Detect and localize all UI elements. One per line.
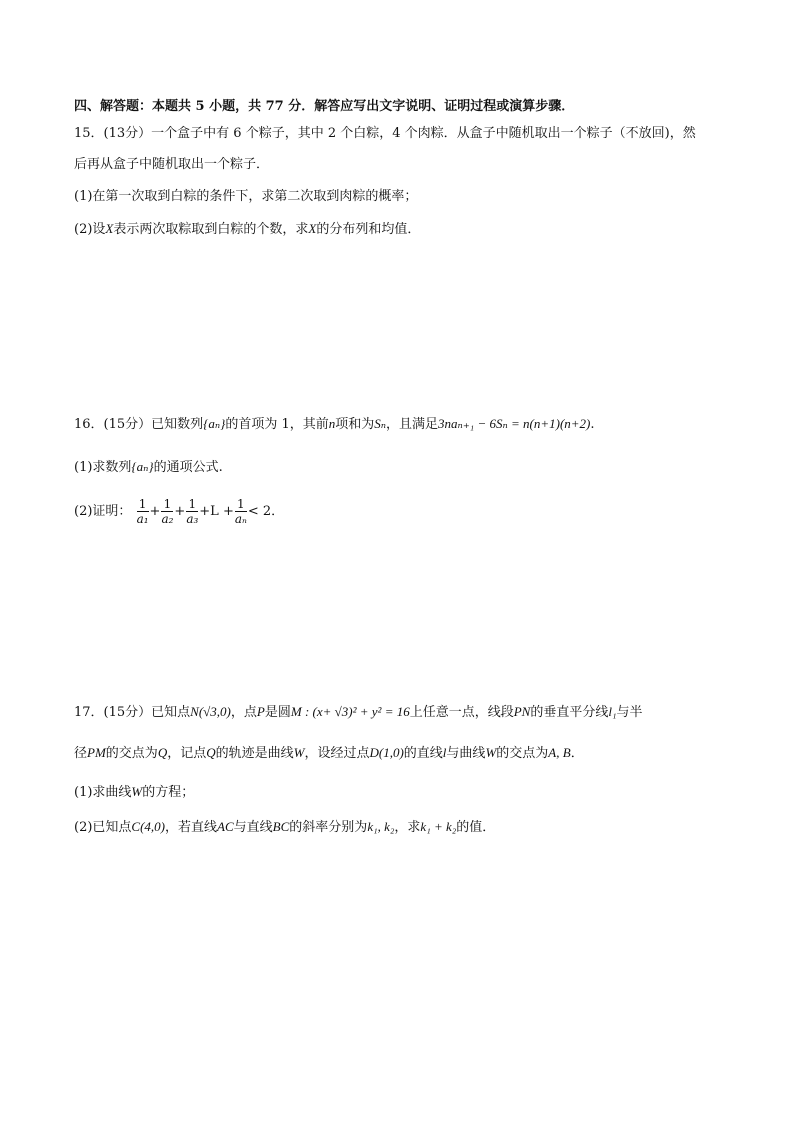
circle-equation: M : (x+ √3)² + y² = 16	[290, 704, 410, 719]
sequence-an: {aₙ}	[203, 416, 226, 431]
sum-sn: Sₙ	[374, 416, 387, 431]
point-d: D(1,0)	[369, 745, 404, 760]
q15-part2: (2)设X表示两次取粽取到白粽的个数，求X的分布列和均值．	[74, 221, 421, 237]
q17-line2: 径PM的交点为Q，记点Q的轨迹是曲线W，设经过点D(1,0)的直线l与曲线W的交点为A, B．	[74, 745, 584, 761]
fraction-1-a3: $\frac{1}{\text{a₃}}$	[186, 497, 199, 526]
q16-intro: 16．(15分）已知数列{aₙ}的首项为 1，其前n项和为Sₙ，且满足3naₙ₊₁ − 6Sₙ = n(n+1)(n+2).	[74, 416, 595, 432]
q15-line2: 后再从盒子中随机取出一个粽子．	[74, 157, 270, 172]
fraction-1-a1: $\frac{1}{\text{a₁}}$	[136, 497, 149, 526]
q17-part2: (2)已知点C(4,0)，若直线AC与直线BC的斜率分别为k₁, k₂，求k₁ + k₂的值．	[74, 819, 496, 835]
recurrence-formula: 3naₙ₊₁ − 6Sₙ = n(n+1)(n+2)	[438, 416, 591, 431]
var-x: X	[308, 221, 317, 236]
q16-part2: (2)证明： $\frac{1}{\text{a₁}}$ + $\frac{1}{\text{a₂}}$ + $\frac{1}{\text{a₃}}$ +L + $\frac{1}{\text{aₙ}}$ < 2．	[74, 497, 285, 526]
q17-intro: 17．(15分）已知点N(√3,0)，点P是圆M : (x+ √3)² + y² = 16上任意一点，线段PN的垂直平分线l₁与半	[74, 704, 643, 720]
fraction-1-an: $\frac{1}{\text{aₙ}}$	[234, 497, 247, 526]
section-header: 四、解答题：本题共 5 小题，共 77 分．解答应写出文字说明、证明过程或演算步骤．	[74, 99, 575, 114]
q15-line1: 15．(13分）一个盒子中有 6 个粽子，其中 2 个白粽，4 个肉粽．从盒子中随机取出一个粽子（不放回)，然	[74, 126, 696, 141]
q17-part1: (1)求曲线W的方程；	[74, 784, 195, 800]
var-x: X	[105, 221, 114, 236]
point-n: N(√3,0)	[190, 704, 231, 719]
point-c: C(4,0)	[131, 819, 166, 834]
q15-part1: (1)在第一次取到白粽的条件下，求第二次取到肉粽的概率；	[74, 189, 418, 204]
q16-part1: (1)求数列{aₙ}的通项公式.	[74, 459, 223, 475]
sequence-an: {aₙ}	[131, 459, 154, 474]
fraction-1-a2: $\frac{1}{\text{a₂}}$	[161, 497, 174, 526]
